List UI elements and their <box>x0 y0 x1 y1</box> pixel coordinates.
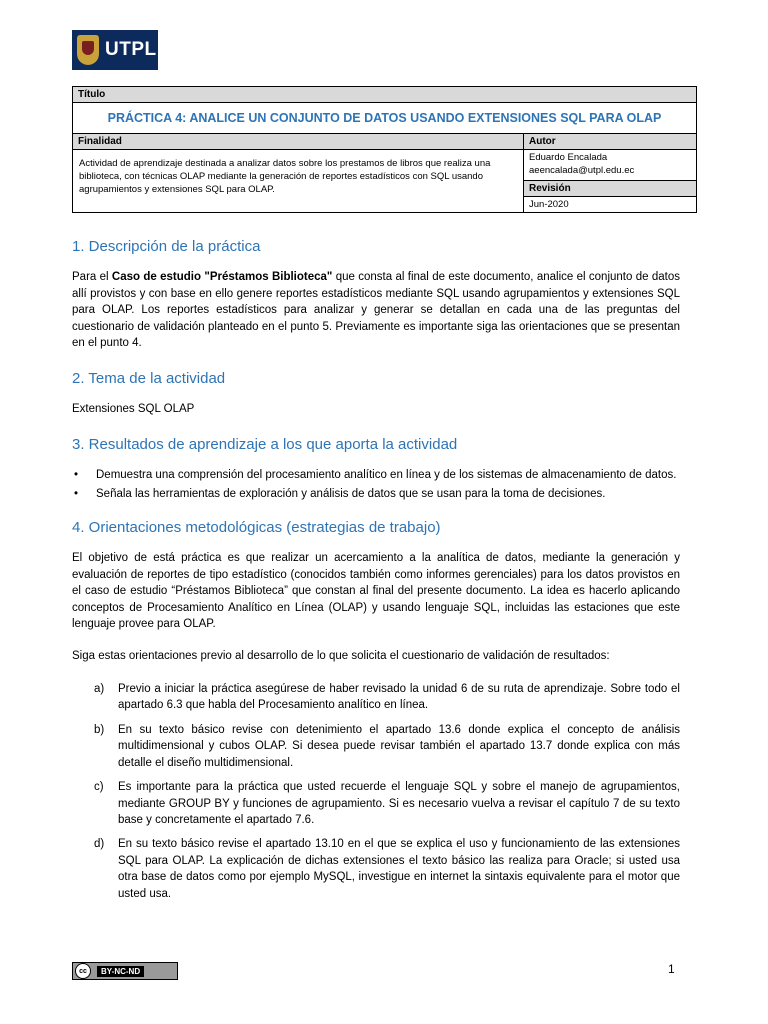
utpl-logo <box>72 30 158 70</box>
list-item <box>72 722 680 771</box>
list-item <box>72 836 680 902</box>
titulo-label: Título <box>73 87 697 103</box>
cc-icon: cc <box>75 963 91 979</box>
section-1-paragraph <box>72 269 680 351</box>
s1-text-bold: Caso de estudio "Préstamos Biblioteca" <box>111 271 333 284</box>
section-4-heading: 4. Orientaciones metodológicas (estrategias de trabajo) <box>72 518 441 536</box>
section-3-heading: 3. Resultados de aprendizaje a los que aporta la actividad <box>72 435 458 453</box>
item-text: Es importante para la práctica que usted recuerde el lenguaje SQL y sobre el manejo de agrupamientos, mediante GROUP BY y funciones de agrupamiento. Si es necesario vuelva a revisar el capítulo 7 de su texto base y concretamente el apartado 7.6. <box>118 781 680 826</box>
practice-title: PRÁCTICA 4: ANALICE UN CONJUNTO DE DATOS USANDO EXTENSIONES SQL PARA OLAP <box>73 103 697 134</box>
section-2-heading: 2. Tema de la actividad <box>72 369 226 387</box>
guidelines-list <box>72 681 680 902</box>
item-text: En su texto básico revise con detenimiento el apartado 13.6 donde explica el concepto de análisis multidimensional y cubos OLAP. Si desea puede revisar también el apartado 13.7 donde explica con más detalle el diseño multidimensional. <box>118 723 680 769</box>
item-marker: a) <box>94 682 105 695</box>
cc-license-badge[interactable] <box>72 962 178 980</box>
list-item <box>72 681 680 714</box>
revision-value: Jun-2020 <box>524 196 697 212</box>
finalidad-label: Finalidad <box>73 134 524 150</box>
section-2-text: Extensiones SQL OLAP <box>72 403 195 416</box>
revision-label: Revisión <box>524 180 697 196</box>
section-1-heading: 1. Descripción de la práctica <box>72 238 261 255</box>
item-marker: b) <box>94 723 105 736</box>
s1-text-post: que consta al final de este documento, analice el conjunto de datos allí provistos y con base en ello genere reportes estadísticos mediante SQL usando agrupamientos y extensiones SQL para OLAP. Los reportes estadísticos para analizar y generar se detallan en cada una de las preguntas del cuestionario de validación planteado en el punto 5. Previamente es importante siga las orientaciones que se presentan en el punto 4. <box>72 271 680 350</box>
document-body <box>72 236 680 910</box>
autor-label: Autor <box>524 134 697 150</box>
list-item <box>72 779 680 828</box>
item-marker: c) <box>94 781 104 794</box>
logo-text: UTPL <box>105 39 157 60</box>
section-4-paragraph-1: El objetivo de está práctica es que realizar un acercamiento a la analítica de datos, mediante la generación y evaluación de reportes de tipo estadístico (conocidos también como informes gerenciales) para los datos provistos en el caso de estudio “Préstamos Biblioteca” que constan al final del presente documento. La idea es hacerlo aplicando conceptos de Procesamiento Analítico en Línea (OLAP) y usando lenguaje SQL, incluidas las estaciones que este lenguaje provee para OLAP. <box>72 552 680 630</box>
autor-email: aeencalada@utpl.edu.ec <box>529 164 635 176</box>
crest-icon <box>77 35 99 65</box>
item-text: En su texto básico revise el apartado 13.10 en el que se explica el uso y funcionamiento de las extensiones SQL para OLAP. La explicación de dichas extensiones el texto básico las realiza para Oracle; si usted usa otra base de datos como por ejemplo MySQL, investigue en internet la sintaxis equivalente para el motor que usted usa. <box>118 838 680 900</box>
license-text: BY-NC-ND <box>97 966 144 977</box>
info-table <box>72 86 697 213</box>
list-item: • Señala las herramientas de exploración y análisis de datos que se usan para la toma de decisiones. <box>72 486 680 502</box>
autor-name: Eduardo Encalada <box>529 152 608 163</box>
autor-cell <box>524 150 697 181</box>
section-4-paragraph-2: Siga estas orientaciones previo al desarrollo de lo que solicita el cuestionario de validación de resultados: <box>72 650 610 663</box>
learning-outcomes-list <box>72 467 680 503</box>
page-number: 1 <box>668 962 675 976</box>
finalidad-text: Actividad de aprendizaje destinada a analizar datos sobre los prestamos de libros que realiza una biblioteca, con técnicas OLAP mediante la generación de reportes estadísticos con SQL usando agrupamientos y extensiones SQL para OLAP. <box>73 150 524 213</box>
item-text: Previo a iniciar la práctica asegúrese de haber revisado la unidad 6 de su ruta de aprendizaje. Sobre todo el apartado 6.3 que habla del Procesamiento analítico en línea. <box>118 682 680 712</box>
s1-text-pre: Para el <box>72 271 112 284</box>
list-item: • Demuestra una comprensión del procesamiento analítico en línea y de los sistemas de almacenamiento de datos. <box>72 467 680 483</box>
item-marker: d) <box>94 838 105 851</box>
